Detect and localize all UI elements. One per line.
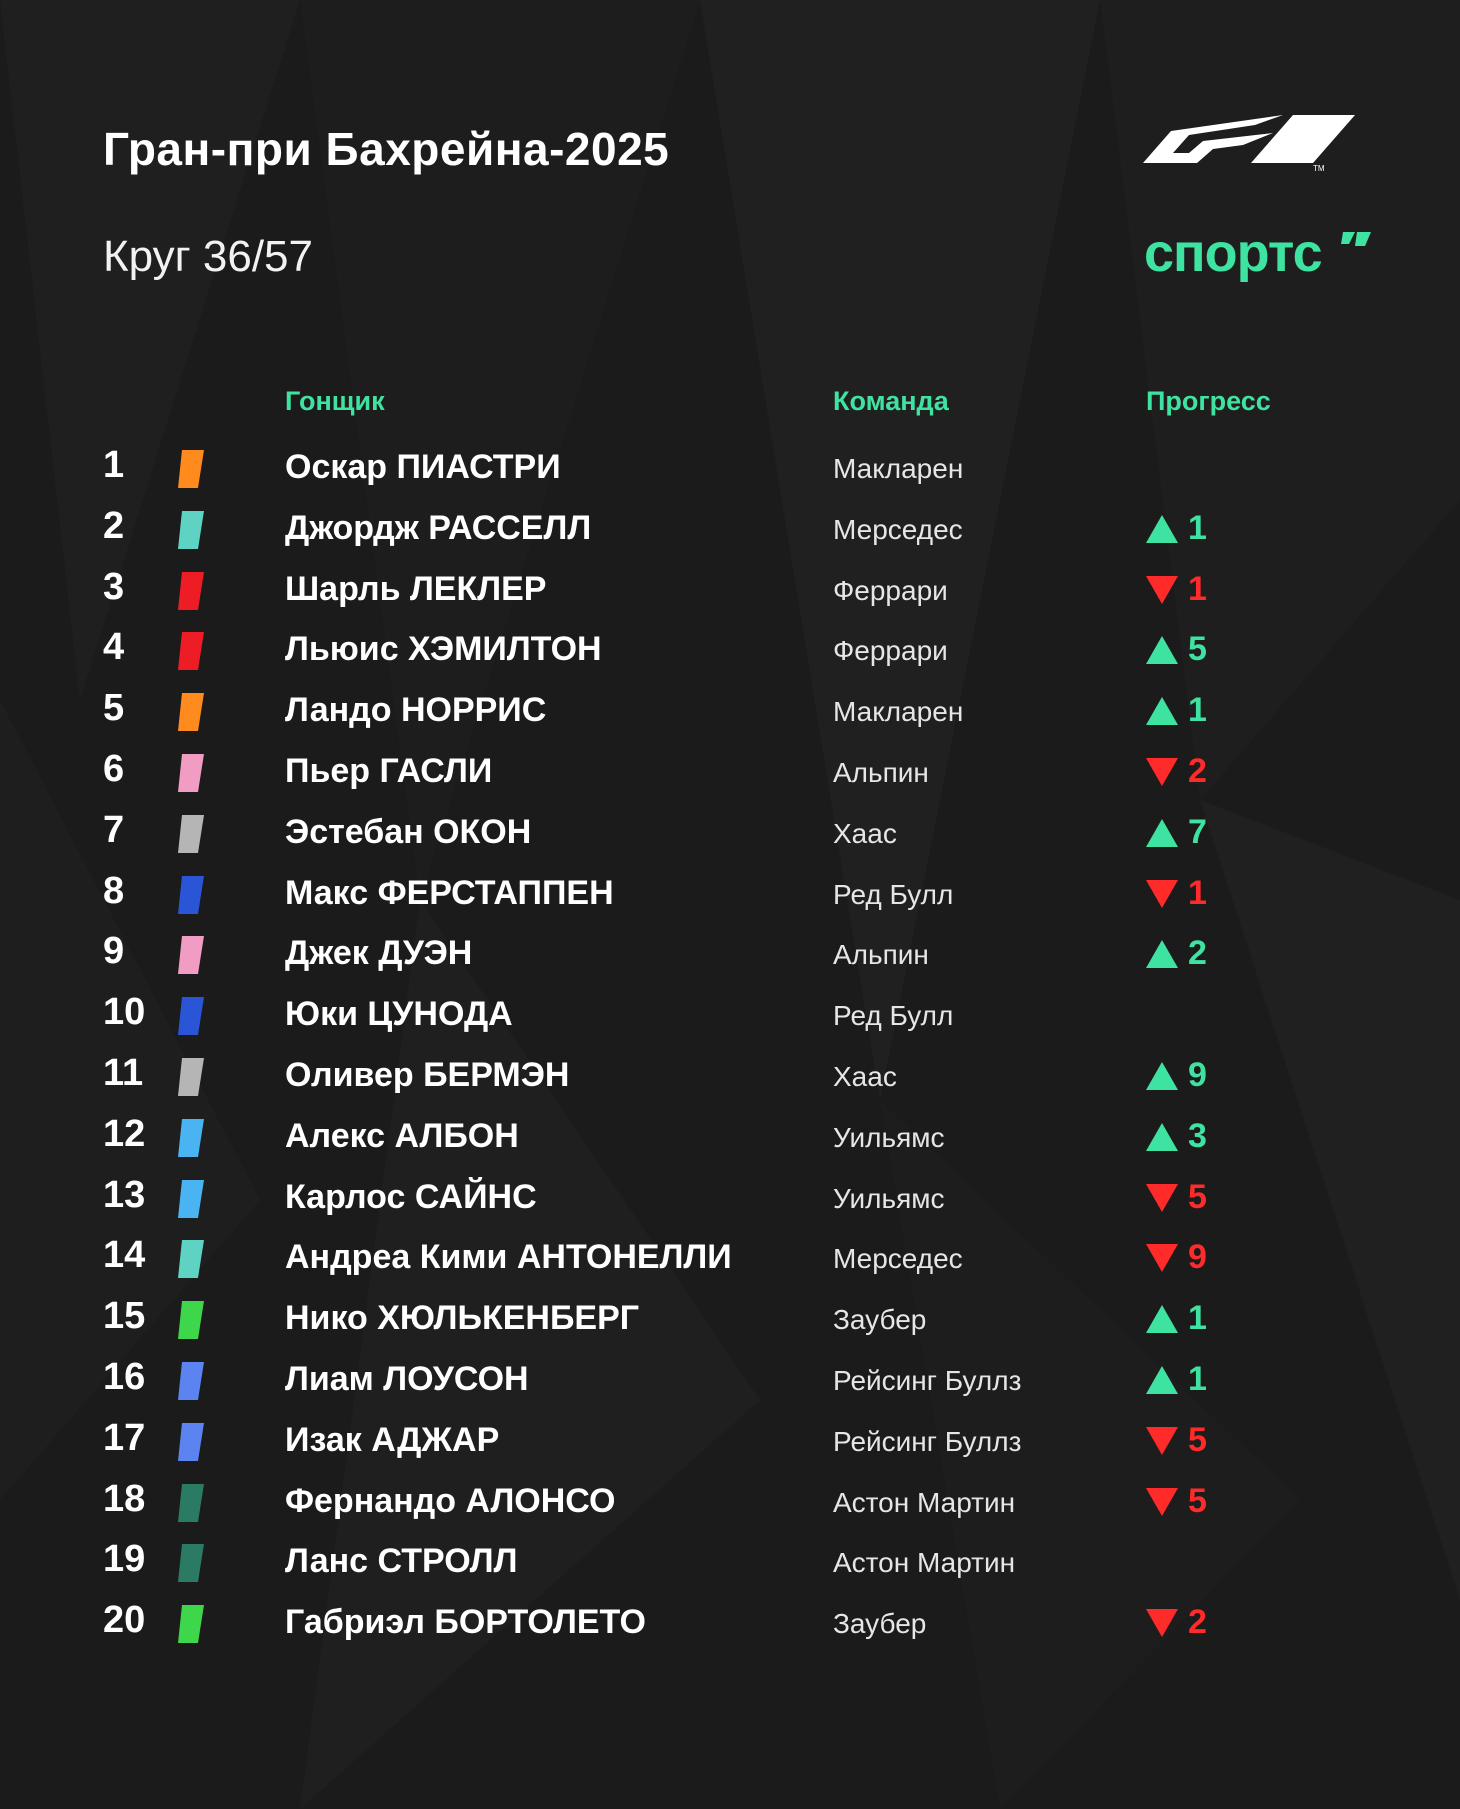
svg-text:TM: TM [1313,164,1325,173]
team-name: Феррари [833,635,948,667]
position-change-value: 5 [1188,1177,1207,1216]
team-name: Альпин [833,756,929,788]
team-color-marker [178,1180,204,1218]
driver-name: Фернандо АЛОНСО [285,1481,616,1520]
arrow-up-icon [1146,1305,1178,1333]
position-number: 17 [103,1416,146,1459]
driver-name: Пьер ГАСЛИ [285,751,493,790]
position-change-value: 5 [1188,1420,1207,1459]
arrow-down-icon [1146,1244,1178,1272]
team-name: Астон Мартин [833,1547,1016,1579]
position-change-value: 3 [1188,1116,1207,1155]
team-color-marker [178,1058,204,1096]
team-color-marker [178,632,204,670]
table-row [0,987,1460,1048]
team-name: Уильямс [833,1182,945,1214]
team-color-marker [178,1605,204,1643]
position-number: 13 [103,1173,146,1216]
table-row [0,1595,1460,1656]
team-name: Ред Булл [833,1000,954,1032]
arrow-down-icon [1146,880,1178,908]
position-number: 12 [103,1112,146,1155]
team-name: Астон Мартин [833,1486,1016,1518]
team-color-marker [178,1423,204,1461]
position-number: 10 [103,991,146,1034]
team-name: Хаас [833,1060,897,1092]
driver-name: Алекс АЛБОН [285,1116,519,1155]
team-name: Макларен [833,696,964,728]
team-color-marker [178,997,204,1035]
arrow-up-icon [1146,819,1178,847]
table-row [0,1230,1460,1291]
position-change-value: 2 [1188,1603,1207,1642]
driver-name: Лиам ЛОУСОН [285,1359,529,1398]
table-row [0,1109,1460,1170]
driver-name: Оливер БЕРМЭН [285,1055,570,1094]
position-number: 9 [103,930,125,973]
position-change-value: 9 [1188,1238,1207,1277]
driver-name: Ланс СТРОЛЛ [285,1542,518,1581]
driver-name: Юки ЦУНОДА [285,995,513,1034]
team-name: Заубер [833,1608,927,1640]
table-row [0,562,1460,623]
arrow-up-icon [1146,636,1178,664]
driver-name: Шарль ЛЕКЛЕР [285,569,547,608]
team-name: Альпин [833,939,929,971]
table-row [0,866,1460,927]
standings-table [0,440,1460,1656]
table-row [0,1474,1460,1535]
position-number: 6 [103,747,125,790]
brand-mark-icon [1341,232,1371,252]
position-number: 3 [103,565,125,608]
position-change-value: 1 [1188,873,1207,912]
position-change-value: 5 [1188,1481,1207,1520]
driver-name: Джордж РАССЕЛЛ [285,508,592,547]
lap-counter: Круг 36/57 [103,232,313,281]
position-number: 1 [103,444,125,486]
position-change-value: 9 [1188,1055,1207,1094]
column-header-team: Команда [833,386,949,416]
team-color-marker [178,1301,204,1339]
arrow-down-icon [1146,1184,1178,1212]
team-color-marker [178,1119,204,1157]
position-number: 14 [103,1234,146,1277]
table-row [0,622,1460,683]
driver-name: Изак АДЖАР [285,1420,500,1459]
arrow-down-icon [1146,758,1178,786]
table-row [0,1170,1460,1231]
arrow-up-icon [1146,1366,1178,1394]
team-name: Феррари [833,574,948,606]
driver-name: Оскар ПИАСТРИ [285,448,561,486]
position-change-value: 1 [1188,1359,1207,1398]
driver-name: Макс ФЕРСТАППЕН [285,873,614,912]
team-name: Хаас [833,817,897,849]
driver-name: Эстебан ОКОН [285,812,532,851]
position-number: 5 [103,687,125,730]
team-name: Макларен [833,453,964,484]
arrow-down-icon [1146,1609,1178,1637]
table-row [0,805,1460,866]
position-change-value: 2 [1188,934,1207,973]
table-row [0,1352,1460,1413]
table-row [0,1291,1460,1352]
arrow-down-icon [1146,576,1178,604]
team-color-marker [178,876,204,914]
table-row [0,926,1460,987]
position-number: 15 [103,1295,146,1338]
position-number: 18 [103,1477,146,1520]
f1-logo-icon [1143,113,1355,173]
position-change-value: 1 [1188,1299,1207,1338]
table-row [0,1048,1460,1109]
arrow-up-icon [1146,940,1178,968]
driver-name: Нико ХЮЛЬКЕНБЕРГ [285,1299,640,1338]
table-row [0,1534,1460,1595]
arrow-down-icon [1146,1488,1178,1516]
arrow-up-icon [1146,697,1178,725]
arrow-down-icon [1146,1427,1178,1455]
position-number: 11 [103,1051,144,1094]
team-color-marker [178,450,204,488]
team-color-marker [178,572,204,610]
column-header-progress: Прогресс [1146,386,1271,416]
table-row [0,1413,1460,1474]
team-name: Рейсинг Буллз [833,1364,1022,1396]
driver-name: Ландо НОРРИС [285,691,547,730]
team-color-marker [178,1544,204,1582]
team-color-marker [178,511,204,549]
team-color-marker [178,815,204,853]
team-color-marker [178,1484,204,1522]
arrow-up-icon [1146,1123,1178,1151]
column-header-driver: Гонщик [285,386,385,416]
page-title: Гран-при Бахрейна-2025 [103,123,670,175]
table-row [0,440,1460,501]
arrow-up-icon [1146,515,1178,543]
driver-name: Джек ДУЭН [285,934,473,973]
table-row [0,744,1460,805]
position-number: 4 [103,626,125,669]
team-name: Заубер [833,1304,927,1336]
position-change-value: 7 [1188,812,1207,851]
position-change-value: 1 [1188,691,1207,730]
team-color-marker [178,693,204,731]
team-color-marker [178,936,204,974]
position-change-value: 5 [1188,630,1207,669]
driver-name: Карлос САЙНС [285,1177,537,1216]
sports-brand-logo: спортс [1144,223,1322,283]
position-number: 7 [103,808,125,851]
position-number: 20 [103,1599,146,1642]
team-name: Мерседес [833,1243,963,1275]
driver-name: Андреа Кими АНТОНЕЛЛИ [285,1238,732,1277]
team-color-marker [178,1362,204,1400]
team-name: Рейсинг Буллз [833,1425,1022,1457]
team-color-marker [178,1240,204,1278]
position-change-value: 1 [1188,569,1207,608]
driver-name: Габриэл БОРТОЛЕТО [285,1603,646,1642]
driver-name: Льюис ХЭМИЛТОН [285,630,602,669]
position-number: 8 [103,869,125,912]
team-name: Ред Булл [833,878,954,910]
team-name: Мерседес [833,513,963,545]
position-change-value: 2 [1188,751,1207,790]
position-number: 19 [103,1538,146,1581]
position-number: 2 [103,504,125,547]
table-row [0,501,1460,562]
team-name: Уильямс [833,1121,945,1153]
arrow-up-icon [1146,1062,1178,1090]
table-row [0,683,1460,744]
position-change-value: 1 [1188,508,1207,547]
position-number: 16 [103,1355,146,1398]
team-color-marker [178,754,204,792]
